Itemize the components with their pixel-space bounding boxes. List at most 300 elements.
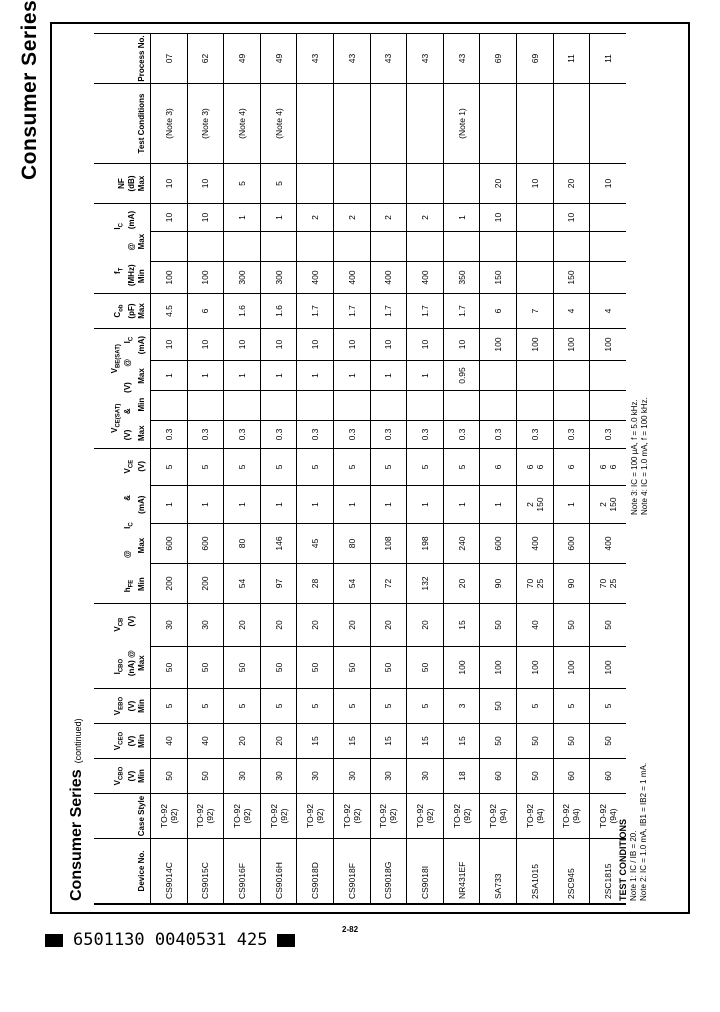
cell-process: 49: [261, 33, 297, 83]
sym: C: [113, 311, 123, 318]
sub: EBO: [119, 696, 125, 710]
cell-nf: 20: [554, 163, 590, 203]
cell-vcbo: 50: [188, 758, 224, 793]
lim: Min: [137, 769, 146, 783]
cell-hfe-max: 80: [224, 523, 260, 563]
cell-ft-max: [444, 231, 480, 261]
lim: Max: [137, 425, 146, 442]
cell-ft-ic: 10: [554, 203, 590, 231]
cell-vebo: 5: [297, 688, 333, 723]
cell-nf: 10: [590, 163, 626, 203]
at: @: [123, 550, 133, 559]
cell-cob: 1.6: [261, 293, 297, 328]
cell-ft-ic: 1: [224, 203, 260, 231]
cell-test: (Note 1): [444, 83, 480, 163]
cell-case: TO-92 (92): [224, 793, 260, 838]
cell-case: TO-92 (92): [407, 793, 443, 838]
cell-hfe-ic: 1: [371, 485, 407, 523]
cell-device: CS9014C: [151, 838, 187, 903]
cell-icbo: 100: [590, 646, 626, 688]
cell-case: TO-92 (92): [444, 793, 480, 838]
cell-vbe-max: [480, 360, 516, 390]
sym: I: [123, 526, 133, 529]
cell-nf: 5: [224, 163, 260, 203]
cell-device: 2SC1815: [590, 838, 626, 903]
cell-vce-sat: 0.3: [444, 420, 480, 448]
lim: Max: [137, 303, 146, 319]
cell-ft-max: [151, 231, 187, 261]
cell-hfe-vce: 5: [371, 448, 407, 485]
cell-nf: [334, 163, 370, 203]
table-title-suffix: (continued): [73, 718, 83, 764]
cell-vceo: 15: [297, 723, 333, 758]
note-2: Note 2: IC = 1.0 mA, IB1 = IB2 = 1 mA.: [639, 762, 648, 901]
cell-hfe-vce: 6 6: [517, 448, 553, 485]
sym: V: [109, 368, 119, 374]
unit: (dB): [127, 175, 136, 192]
header-vebo: [94, 688, 150, 723]
cell-vcbo: 30: [334, 758, 370, 793]
cell-test: (Note 4): [224, 83, 260, 163]
cell-vcb: 20: [297, 603, 333, 646]
cell-ft-min: 400: [407, 261, 443, 293]
cell-nf: [371, 163, 407, 203]
cell-vceo: 40: [188, 723, 224, 758]
cell-vceo: 40: [151, 723, 187, 758]
cell-vce-sat: 0.3: [371, 420, 407, 448]
cell-cob: 1.7: [371, 293, 407, 328]
table-row: [479, 33, 516, 903]
table-row: [223, 33, 260, 903]
min: Min: [137, 397, 146, 412]
cell-vbe-min: [151, 390, 187, 420]
cell-test: (Note 3): [151, 83, 187, 163]
cell-ft-max: [371, 231, 407, 261]
sub: C: [119, 223, 125, 228]
cell-hfe-ic: 1: [554, 485, 590, 523]
header-nf: [94, 163, 150, 203]
cell-hfe-ic: 1: [334, 485, 370, 523]
cell-vcb: 20: [371, 603, 407, 646]
unit: (mA): [127, 210, 136, 230]
sym: NF: [117, 178, 126, 189]
sym: f: [113, 271, 123, 274]
cell-vcbo: 30: [407, 758, 443, 793]
cell-ft-ic: 2: [371, 203, 407, 231]
cell-test: [334, 83, 370, 163]
table-row: [406, 33, 443, 903]
cell-icbo: 100: [517, 646, 553, 688]
cell-case: TO-92 (92): [334, 793, 370, 838]
sub: CBO: [119, 658, 125, 673]
cell-ft-min: [590, 261, 626, 293]
table-row: [150, 33, 187, 903]
cell-ft-min: 300: [261, 261, 297, 293]
unit: (V): [123, 429, 133, 441]
cell-ft-ic: 10: [188, 203, 224, 231]
amp: &: [123, 408, 133, 415]
cell-ft-max: [407, 231, 443, 261]
cell-hfe-max: 198: [407, 523, 443, 563]
note-4: Note 4: IC = 1.0 mA, f = 100 kHz.: [640, 397, 649, 515]
cell-device: 2SC945: [554, 838, 590, 903]
header-vceo: [94, 723, 150, 758]
cell-vbe-max: 0.95: [444, 360, 480, 390]
cell-ft-min: 400: [334, 261, 370, 293]
cell-case: TO-92 (92): [371, 793, 407, 838]
unit: (V): [123, 382, 133, 393]
cell-vbe-max: [554, 360, 590, 390]
cell-vceo: 15: [334, 723, 370, 758]
cell-icbo: 100: [444, 646, 480, 688]
cell-vcb: 40: [517, 603, 553, 646]
cell-hfe-max: 45: [297, 523, 333, 563]
sym: I: [113, 672, 123, 675]
table-row: [296, 33, 333, 903]
cell-vceo: 20: [224, 723, 260, 758]
table-row: [370, 33, 407, 903]
cell-vce-sat: 0.3: [188, 420, 224, 448]
cell-vcbo: 30: [371, 758, 407, 793]
table-body: [150, 33, 626, 903]
cell-icbo: 50: [297, 646, 333, 688]
barcode: [45, 930, 295, 950]
cell-hfe-ic: 2 150: [590, 485, 626, 523]
cell-test: [480, 83, 516, 163]
cell-cob: 1.7: [297, 293, 333, 328]
cell-icbo: 50: [188, 646, 224, 688]
cell-process: 07: [151, 33, 187, 83]
cell-icbo: 50: [407, 646, 443, 688]
cell-hfe-min: 97: [261, 563, 297, 603]
at: @: [123, 358, 133, 367]
cell-cob: 4.5: [151, 293, 187, 328]
cell-device: CS9016H: [261, 838, 297, 903]
cell-hfe-vce: 6: [480, 448, 516, 485]
barcode-block-right: [277, 934, 295, 947]
cell-device: CS9018I: [407, 838, 443, 903]
sub: T: [119, 267, 125, 272]
cell-vcb: 30: [151, 603, 187, 646]
cell-device: CS9018G: [371, 838, 407, 903]
cell-device: CS9018D: [297, 838, 333, 903]
cell-vcbo: 30: [224, 758, 260, 793]
cell-process: 43: [444, 33, 480, 83]
cell-vceo: 20: [261, 723, 297, 758]
cell-vebo: 5: [261, 688, 297, 723]
cell-device: 2SA1015: [517, 838, 553, 903]
lim: Max: [137, 175, 146, 192]
cell-process: 49: [224, 33, 260, 83]
cell-process: 62: [188, 33, 224, 83]
cell-ft-min: 150: [554, 261, 590, 293]
cell-ft-max: [517, 231, 553, 261]
cell-case: TO-92 (94): [480, 793, 516, 838]
cell-ft-min: 100: [151, 261, 187, 293]
max: Max: [137, 368, 146, 384]
cell-hfe-min: 54: [224, 563, 260, 603]
cell-vebo: 5: [407, 688, 443, 723]
cell-hfe-ic: 1: [407, 485, 443, 523]
sub: CB: [119, 617, 125, 627]
cell-device: CS9016F: [224, 838, 260, 903]
table-title: [68, 718, 86, 901]
cell-hfe-vce: 5: [407, 448, 443, 485]
cell-vebo: 5: [554, 688, 590, 723]
cell-nf: [407, 163, 443, 203]
cell-case: TO-92 (92): [188, 793, 224, 838]
cell-test: (Note 4): [261, 83, 297, 163]
cell-vebo: 5: [188, 688, 224, 723]
spec-table: [94, 33, 626, 905]
cell-cob: 1.7: [334, 293, 370, 328]
cell-hfe-vce: 5: [188, 448, 224, 485]
sub: CE(SAT): [115, 403, 122, 428]
cell-vceo: 50: [480, 723, 516, 758]
max: Max: [137, 537, 146, 554]
cell-vcbo: 30: [261, 758, 297, 793]
cell-hfe-max: 400: [590, 523, 626, 563]
cell-vcb: 50: [554, 603, 590, 646]
cell-ft-ic: 1: [261, 203, 297, 231]
cell-vebo: 50: [480, 688, 516, 723]
cell-vbe-min: [224, 390, 260, 420]
cell-device: CS9018F: [334, 838, 370, 903]
cell-cob: 1.6: [224, 293, 260, 328]
header-hfe: [94, 448, 150, 603]
lim: Min: [137, 699, 146, 713]
sub: CBO: [119, 766, 125, 780]
sym: V: [123, 468, 133, 474]
header-vcbo: [94, 758, 150, 793]
unit: (mA): [137, 335, 146, 355]
cell-case: TO-92 (94): [517, 793, 553, 838]
table-title-text: Consumer Series: [68, 769, 85, 901]
cell-ft-min: [517, 261, 553, 293]
cell-hfe-ic: 1: [444, 485, 480, 523]
sym: V: [109, 427, 119, 433]
cell-nf: 10: [151, 163, 187, 203]
cell-vbe-min: [444, 390, 480, 420]
cell-vce-sat: 0.3: [517, 420, 553, 448]
cell-hfe-vce: 6 6: [590, 448, 626, 485]
cell-vceo: 15: [444, 723, 480, 758]
cell-vbe-min: [480, 390, 516, 420]
cell-vbe-ic: 100: [480, 328, 516, 360]
cell-vbe-max: 1: [297, 360, 333, 390]
cell-vceo: 15: [407, 723, 443, 758]
cell-vce-sat: 0.3: [151, 420, 187, 448]
cell-nf: 10: [517, 163, 553, 203]
cell-vce-sat: 0.3: [407, 420, 443, 448]
cell-ft-min: 350: [444, 261, 480, 293]
cell-vbe-ic: 10: [297, 328, 333, 360]
cell-vceo: 50: [554, 723, 590, 758]
cell-vbe-min: [334, 390, 370, 420]
cell-hfe-max: 80: [334, 523, 370, 563]
cell-hfe-min: 54: [334, 563, 370, 603]
cell-hfe-ic: 2 150: [517, 485, 553, 523]
cell-vce-sat: 0.3: [297, 420, 333, 448]
cell-cob: 7: [517, 293, 553, 328]
cell-ft-ic: [590, 203, 626, 231]
cell-vce-sat: 0.3: [554, 420, 590, 448]
cell-vbe-max: 1: [151, 360, 187, 390]
cell-hfe-vce: 5: [224, 448, 260, 485]
cell-ft-max: [554, 231, 590, 261]
cell-process: 43: [334, 33, 370, 83]
cell-ft-min: 400: [297, 261, 333, 293]
page-number: 2-82: [342, 925, 359, 934]
cell-vbe-ic: 10: [407, 328, 443, 360]
min: Min: [137, 577, 146, 592]
header-device: [94, 838, 150, 903]
cell-vceo: 15: [371, 723, 407, 758]
cell-vbe-min: [554, 390, 590, 420]
cell-vbe-ic: 10: [188, 328, 224, 360]
cell-ft-ic: 1: [444, 203, 480, 231]
cell-process: 11: [554, 33, 590, 83]
cell-cob: 1.7: [407, 293, 443, 328]
header-device-text: Device No.: [137, 850, 146, 892]
sym: V: [113, 709, 123, 716]
cell-vce-sat: 0.3: [480, 420, 516, 448]
unit: (pF): [127, 303, 136, 319]
cell-hfe-min: 200: [188, 563, 224, 603]
cell-cob: 4: [590, 293, 626, 328]
table-header: [94, 33, 150, 903]
cell-vebo: 5: [517, 688, 553, 723]
sub: C: [129, 522, 135, 527]
cell-vce-sat: 0.3: [590, 420, 626, 448]
cell-vcb: 50: [480, 603, 516, 646]
cell-process: 43: [297, 33, 333, 83]
cell-vcbo: 50: [517, 758, 553, 793]
cell-case: TO-92 (92): [297, 793, 333, 838]
cell-vebo: 5: [151, 688, 187, 723]
header-ft: [94, 203, 150, 293]
cell-vbe-max: 1: [188, 360, 224, 390]
cell-vbe-ic: 10: [444, 328, 480, 360]
cell-vbe-max: 1: [334, 360, 370, 390]
cell-vebo: 5: [371, 688, 407, 723]
cell-ft-ic: 2: [297, 203, 333, 231]
cell-icbo: 50: [261, 646, 297, 688]
sym: I: [113, 227, 123, 230]
sub: CEO: [119, 731, 125, 745]
cell-vcb: 20: [407, 603, 443, 646]
page-title: Consumer Series: [18, 0, 41, 180]
sub: ob: [119, 304, 125, 312]
cell-vbe-ic: 10: [371, 328, 407, 360]
unit: (mA): [137, 495, 146, 514]
cell-test: [371, 83, 407, 163]
cell-vbe-max: [517, 360, 553, 390]
cell-ft-min: 100: [188, 261, 224, 293]
cell-icbo: 100: [480, 646, 516, 688]
cell-icbo: 50: [151, 646, 187, 688]
note-3: Note 3: IC = 100 µA, f = 5.0 kHz.: [630, 399, 639, 515]
cell-nf: [444, 163, 480, 203]
cell-case: TO-92 (94): [554, 793, 590, 838]
cell-vceo: 50: [517, 723, 553, 758]
cell-hfe-vce: 6: [554, 448, 590, 485]
cell-nf: 20: [480, 163, 516, 203]
header-process: [94, 33, 150, 83]
cell-vcbo: 60: [480, 758, 516, 793]
cell-cob: 4: [554, 293, 590, 328]
cell-process: 69: [517, 33, 553, 83]
cell-ft-min: 300: [224, 261, 260, 293]
cell-hfe-min: 200: [151, 563, 187, 603]
test-conditions-heading: TEST CONDITIONS: [618, 818, 628, 901]
cell-hfe-min: 90: [554, 563, 590, 603]
unit: (V): [127, 770, 136, 782]
cell-hfe-max: 400: [517, 523, 553, 563]
cell-icbo: 50: [224, 646, 260, 688]
sub: BE(SAT): [115, 344, 122, 369]
cell-hfe-max: 600: [188, 523, 224, 563]
cell-vce-sat: 0.3: [334, 420, 370, 448]
cell-hfe-vce: 5: [334, 448, 370, 485]
header-vsat: [94, 328, 150, 448]
cell-process: 69: [480, 33, 516, 83]
cell-vebo: 5: [590, 688, 626, 723]
cell-vbe-ic: 10: [224, 328, 260, 360]
cell-nf: 5: [261, 163, 297, 203]
cell-test: [517, 83, 553, 163]
cell-vbe-max: 1: [224, 360, 260, 390]
cell-ft-max: [188, 231, 224, 261]
note-1: Note 1: IC / IB = 20.: [629, 830, 638, 901]
unit: (MHz): [127, 264, 136, 287]
cell-hfe-min: 28: [297, 563, 333, 603]
cell-nf: [297, 163, 333, 203]
sym: V: [113, 744, 123, 751]
cell-cob: 6: [480, 293, 516, 328]
max: Max: [137, 233, 146, 250]
cell-ft-min: 400: [371, 261, 407, 293]
header-case: [94, 793, 150, 838]
cell-vbe-ic: 10: [334, 328, 370, 360]
cell-hfe-max: 600: [480, 523, 516, 563]
cell-vbe-ic: 100: [590, 328, 626, 360]
cell-hfe-max: 240: [444, 523, 480, 563]
cell-hfe-min: 132: [407, 563, 443, 603]
sym: V: [113, 780, 123, 786]
unit: (V): [127, 700, 136, 712]
sym: I: [123, 341, 133, 344]
cell-hfe-min: 20: [444, 563, 480, 603]
header-case-text: Case Style: [137, 795, 146, 837]
cell-device: SA733: [480, 838, 516, 903]
cell-vebo: 5: [334, 688, 370, 723]
sub: FE: [129, 579, 135, 588]
cell-ft-ic: [517, 203, 553, 231]
cell-vbe-ic: 100: [554, 328, 590, 360]
cell-icbo: 50: [371, 646, 407, 688]
barcode-text: 6501130 0040531 425: [73, 930, 268, 950]
table-row: [443, 33, 480, 903]
cell-process: 11: [590, 33, 626, 83]
cell-hfe-min: 70 25: [590, 563, 626, 603]
cell-vebo: 3: [444, 688, 480, 723]
cell-vcb: 50: [590, 603, 626, 646]
cell-ft-max: [480, 231, 516, 261]
cell-hfe-vce: 5: [261, 448, 297, 485]
sym: h: [123, 587, 133, 593]
cell-case: TO-92 (92): [261, 793, 297, 838]
